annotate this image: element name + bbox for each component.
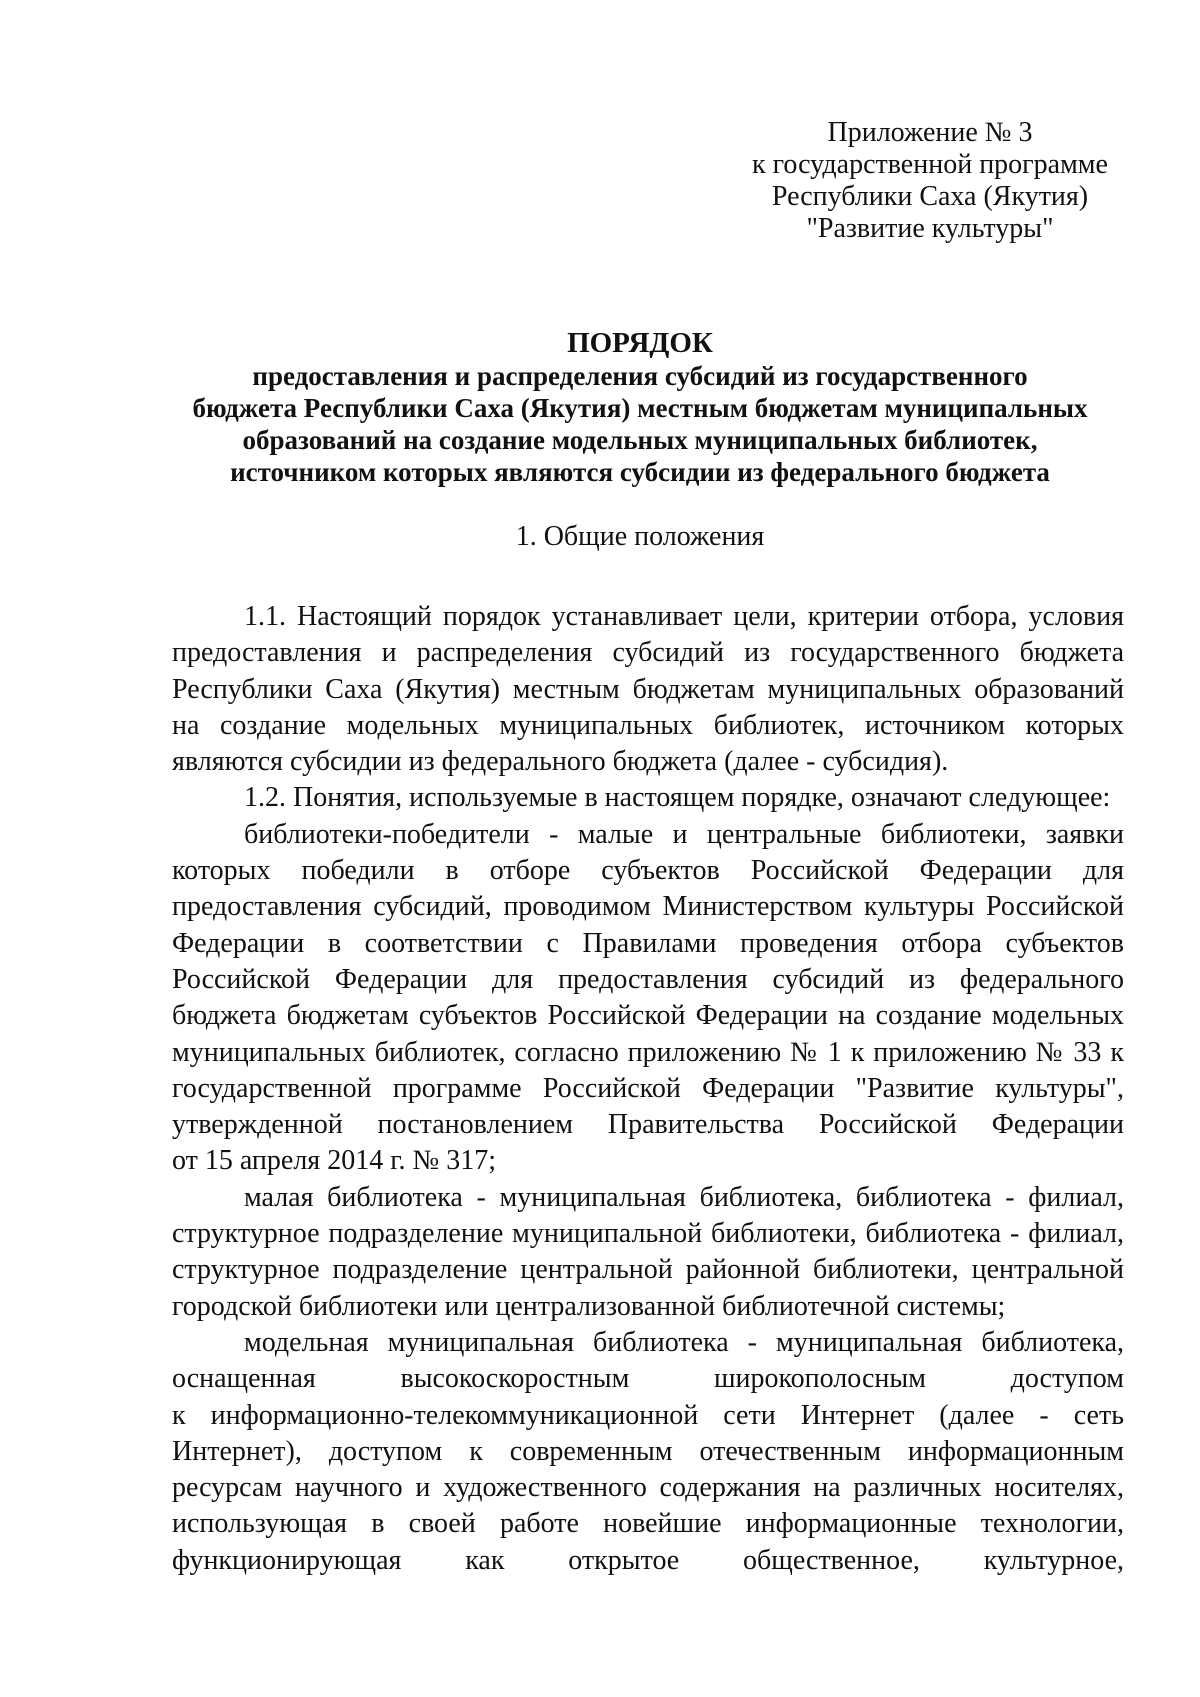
- paragraph-line: Российской Федерации для предоставления субсидий из федерального: [172, 963, 1124, 995]
- title-line: источником которых являются субсидии из федерального бюджета: [230, 457, 1050, 487]
- paragraph-line: которых победили в отборе субъектов Российской Федерации для: [172, 855, 1124, 887]
- paragraph-line: модельная муниципальная библиотека - муниципальная библиотека,: [244, 1326, 1124, 1358]
- paragraph-line: утвержденной постановлением Правительства Российской Федерации: [172, 1109, 1124, 1141]
- annex-line: Республики Саха (Якутия): [771, 181, 1089, 212]
- paragraph-line: предоставления субсидий, проводимом Министерством культуры Российской: [172, 891, 1124, 923]
- paragraph: [172, 817, 1124, 1180]
- paragraph-line: от 15 апреля 2014 г. № 317;: [172, 1145, 497, 1177]
- section-heading: 1. Общие положения: [515, 521, 765, 552]
- document-title: [160, 326, 1120, 488]
- paragraph-line: структурное подразделение центральной районной библиотеки, центральной: [172, 1254, 1124, 1286]
- paragraph-line: малая библиотека - муниципальная библиотека, библиотека - филиал,: [244, 1181, 1124, 1213]
- paragraph-line: оснащенная высокоскоростным широкополосным доступом: [172, 1363, 1124, 1395]
- paragraph-line: 1.2. Понятия, используемые в настоящем порядке, означают следующее:: [244, 782, 1111, 814]
- paragraph-line: Республики Саха (Якутия) местным бюджетам муниципальных образований: [172, 673, 1124, 705]
- paragraph-line: библиотеки-победители - малые и центральные библиотеки, заявки: [244, 818, 1124, 850]
- paragraph: [172, 1325, 1124, 1579]
- paragraph-line: предоставления и распределения субсидий из государственного бюджета: [172, 637, 1124, 669]
- paragraph-line: Интернет), доступом к современным отечественным информационным: [172, 1435, 1124, 1467]
- paragraph-line: государственной программе Российской Федерации "Развитие культуры",: [172, 1072, 1124, 1104]
- paragraph-line: использующая в своей работе новейшие информационные технологии,: [172, 1508, 1124, 1540]
- paragraph-line: функционирующая как открытое общественное, культурное,: [172, 1544, 1124, 1576]
- title-line: бюджета Республики Саха (Якутия) местным бюджетам муниципальных: [192, 393, 1088, 423]
- annex-line: к государственной программе: [752, 149, 1108, 180]
- title-main: ПОРЯДОК: [567, 327, 713, 359]
- paragraph: [172, 1180, 1124, 1325]
- paragraph-line: 1.1. Настоящий порядок устанавливает цели, критерии отбора, условия: [244, 601, 1124, 632]
- paragraph: [172, 780, 1124, 816]
- annex-note: [700, 117, 1160, 245]
- title-subtitle: [160, 360, 1120, 488]
- title-line: предоставления и распределения субсидий из государственного: [252, 361, 1028, 391]
- annex-line: Приложение № 3: [827, 117, 1033, 148]
- paragraph-line: к информационно-телекоммуникационной сети Интернет (далее - сеть: [172, 1399, 1124, 1431]
- paragraph-line: ресурсам научного и художественного содержания на различных носителях,: [172, 1472, 1124, 1504]
- paragraph-line: бюджета бюджетам субъектов Российской Федерации на создание модельных: [172, 1000, 1124, 1032]
- paragraph-line: на создание модельных муниципальных библиотек, источником которых: [172, 709, 1124, 741]
- title-line: образований на создание модельных муниципальных библиотек,: [242, 425, 1038, 455]
- body-text: [172, 599, 1124, 1579]
- paragraph-line: городской библиотеки или централизованной библиотечной системы;: [172, 1290, 1006, 1322]
- paragraph-line: являются субсидии из федерального бюджета (далее - субсидия).: [172, 746, 949, 778]
- paragraph-line: структурное подразделение муниципальной библиотеки, библиотека - филиал,: [172, 1218, 1124, 1250]
- paragraph: [172, 599, 1124, 780]
- paragraph-line: Федерации в соответствии с Правилами проведения отбора субъектов: [172, 927, 1124, 959]
- paragraph-line: муниципальных библиотек, согласно приложению № 1 к приложению № 33 к: [172, 1036, 1124, 1068]
- annex-line: "Развитие культуры": [806, 213, 1054, 244]
